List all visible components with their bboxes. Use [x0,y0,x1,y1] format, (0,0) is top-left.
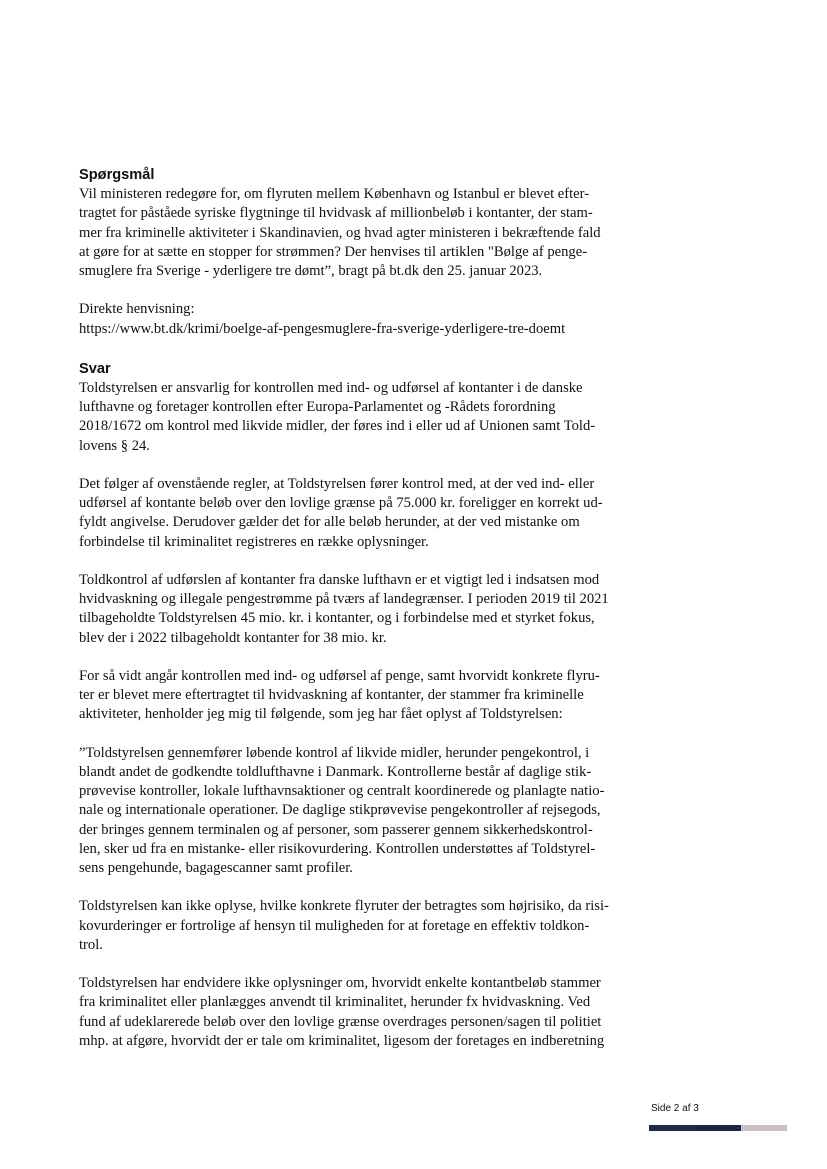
answer-line: Toldstyrelsen kan ikke oplyse, hvilke konkrete flyruter der betragtes som højrisiko, da risi- [79,898,609,915]
answer-line: udførsel af kontante beløb over den lovlige grænse på 75.000 kr. foreligger en korrekt ud- [79,495,603,512]
answer-line: blev der i 2022 tilbageholdt kontanter for 38 mio. kr. [79,629,387,646]
answer-line: prøvevise kontroller, lokale lufthavnsaktioner og centralt koordinerede og planlagte natio- [79,783,605,800]
answer-line: kovurderinger er fortrolige af hensyn til muligheden for at foretage en effektiv toldkon- [79,917,590,934]
document-body [79,166,619,1051]
question-line: tragtet for påståede syriske flygtninge til hvidvask af millionbeløb i kontanter, der stam- [79,205,593,222]
answer-line: lovens § 24. [79,437,150,454]
answer-line: aktiviteter, henholder jeg mig til følgende, som jeg har fået oplyst af Toldstyrelsen: [79,706,563,723]
answer-line: forbindelse til kriminalitet registreres en række oplysninger. [79,533,429,550]
answer-line: fra kriminalitet eller planlægges anvendt til kriminalitet, herunder fx hvidvaskning. Ved [79,994,591,1011]
answer-line: Toldkontrol af udførslen af kontanter fra danske lufthavn er et vigtigt led i indsatsen mod [79,572,600,589]
footer-bar-segment [695,1125,741,1131]
answer-line: len, sker ud fra en mistanke- eller risikovurdering. Kontrollen understøttes af Toldstyrel- [79,840,596,857]
answer-line: Toldstyrelsen har endvidere ikke oplysninger om, hvorvidt enkelte kontantbeløb stammer [79,975,601,992]
answer-paragraph [79,475,619,552]
question-heading: Spørgsmål [79,167,155,183]
question-paragraph [79,185,619,281]
quoted-paragraph [79,744,619,878]
reference-label: Direkte henvisning: [79,301,195,318]
answer-line: mhp. at afgøre, hvorvidt der er tale om kriminalitet, ligesom der foretages en indberetning [79,1032,605,1049]
answer-line: ter er blevet mere eftertragtet til hvidvaskning af kontanter, der stammer fra kriminelle [79,687,584,704]
answer-line: ”Toldstyrelsen gennemfører løbende kontrol af likvide midler, herunder pengekontrol, i [79,744,590,761]
footer-bar-segment [649,1125,695,1131]
answer-paragraph [79,667,619,725]
page-number: Side 2 af 3 [651,1103,699,1114]
answer-line: trol. [79,936,103,953]
answer-line: 2018/1672 om kontrol med likvide midler, der føres ind i eller ud af Unionen samt Told- [79,418,596,435]
question-line: smuglere fra Sverige - yderligere tre dømt”, bragt på bt.dk den 25. januar 2023. [79,263,543,280]
reference-url: https://www.bt.dk/krimi/boelge-af-pengesmuglere-fra-sverige-yderligere-tre-doemt [79,320,566,337]
question-line: Vil ministeren redegøre for, om flyruten mellem København og Istanbul er blevet efter- [79,186,590,203]
answer-heading: Svar [79,360,111,377]
answer-paragraph [79,897,619,955]
answer-paragraph [79,379,619,456]
answer-line: For så vidt angår kontrollen med ind- og udførsel af penge, samt hvorvidt konkrete flyru- [79,668,600,685]
question-line: mer fra kriminelle aktiviteter i Skandinavien, og hvad agter ministeren i bekræftende fald [79,224,601,241]
answer-line: lufthavne og foretager kontrollen efter Europa-Parlamentet og -Rådets forordning [79,399,556,416]
answer-line: der bringes gennem terminalen og af personer, som passerer gennem sikkerhedskontrol- [79,821,593,838]
answer-paragraph [79,571,619,648]
answer-line: fund af udeklarerede beløb over den lovlige grænse overdrages personen/sagen til politiet [79,1013,602,1030]
answer-line: nale og internationale operationer. De daglige stikprøvevise pengekontroller af rejsegods, [79,802,601,819]
answer-paragraph [79,974,619,1051]
answer-line: tilbageholdte Toldstyrelsen 45 mio. kr. i kontanter, og i forbindelse med et styrket fokus, [79,610,595,627]
footer-bar-segment [741,1125,787,1131]
answer-line: blandt andet de godkendte toldlufthavne i Danmark. Kontrollerne består af daglige stik- [79,764,592,781]
answer-line: hvidvaskning og illegale pengestrømme på tværs af landegrænser. I perioden 2019 til 2021 [79,591,609,608]
answer-line: fyldt angivelse. Derudover gælder det for alle beløb herunder, at der ved mistanke om [79,514,580,531]
answer-line: Toldstyrelsen er ansvarlig for kontrollen med ind- og udførsel af kontanter i de danske [79,380,583,397]
answer-line: Det følger af ovenstående regler, at Toldstyrelsen fører kontrol med, at der ved ind- eller [79,476,595,493]
answer-line: sens pengehunde, bagagescanner samt profiler. [79,860,353,877]
question-line: at gøre for at sætte en stopper for strømmen? Der henvises til artiklen "Bølge af penge- [79,243,588,260]
